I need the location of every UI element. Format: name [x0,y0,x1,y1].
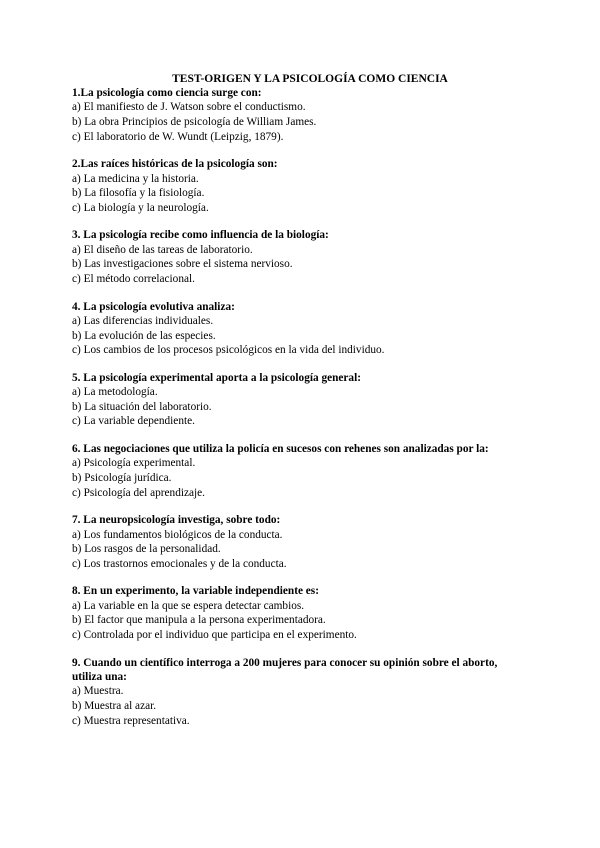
question-text: 9. Cuando un científico interroga a 200 mujeres para conocer su opinión sobre el aborto, utiliza una: [72,656,498,683]
option-a: a) El manifiesto de J. Watson sobre el conductismo. [72,101,306,114]
option-b: b) La obra Principios de psicología de William James. [72,116,317,128]
option-list [72,314,528,358]
option-a: a) La metodología. [72,386,158,399]
option-c: c) La variable dependiente. [72,415,195,428]
question [72,513,528,571]
option-b: b) Muestra al azar. [72,699,157,712]
question [72,656,528,729]
option-list [72,385,528,429]
question-text: 6. Las negociaciones que utiliza la policía en sucesos con rehenes son analizadas por la: [72,442,489,455]
option-b: b) La filosofía y la fisiología. [72,187,205,200]
option-list [72,599,528,643]
option-list [72,100,528,144]
document-page [72,72,528,741]
question [72,584,528,642]
question [72,371,528,429]
question-text: 1.La psicología como ciencia surge con: [72,87,262,99]
document-title: TEST-ORIGEN Y LA PSICOLOGÍA COMO CIENCIA [172,73,448,85]
option-a: a) Muestra. [72,685,124,698]
option-b: b) La evolución de las especies. [72,329,216,342]
question [72,300,528,358]
question-text: 4. La psicología evolutiva analiza: [72,300,235,313]
option-list [72,456,528,500]
option-c: c) Los cambios de los procesos psicológicos en la vida del individuo. [72,344,385,357]
option-b: b) El factor que manipula a la persona experimentadora. [72,614,326,627]
question [72,228,528,286]
question [72,86,528,144]
option-a: a) Las diferencias individuales. [72,314,214,327]
question-text: 3. La psicología recibe como influencia de la biología: [72,229,329,242]
question-text: 2.Las raíces históricas de la psicología son: [72,158,278,171]
option-a: a) La medicina y la historia. [72,172,199,185]
option-a: a) El diseño de las tareas de laboratorio. [72,243,253,256]
option-a: a) La variable en la que se espera detectar cambios. [72,599,305,612]
option-list [72,172,528,216]
option-c: c) Muestra representativa. [72,714,190,727]
option-b: b) Los rasgos de la personalidad. [72,543,221,556]
question-text: 7. La neuropsicología investiga, sobre todo: [72,514,281,527]
option-c: c) Psicología del aprendizaje. [72,486,205,499]
option-c: c) La biología y la neurología. [72,201,209,214]
option-list [72,684,528,728]
option-b: b) Psicología jurídica. [72,471,172,484]
option-c: c) El método correlacional. [72,272,195,285]
question-text: 5. La psicología experimental aporta a la psicología general: [72,371,361,384]
question [72,157,528,215]
option-list [72,243,528,287]
option-c: c) Controlada por el individuo que participa en el experimento. [72,628,357,641]
question [72,442,528,500]
option-c: c) Los trastornos emocionales y de la conducta. [72,557,287,570]
option-c: c) El laboratorio de W. Wundt (Leipzig, 1879). [72,130,284,143]
option-b: b) Las investigaciones sobre el sistema nervioso. [72,258,293,271]
option-a: a) Psicología experimental. [72,457,196,470]
option-b: b) La situación del laboratorio. [72,400,212,413]
option-a: a) Los fundamentos biológicos de la conducta. [72,528,283,541]
option-list [72,528,528,572]
question-text: 8. En un experimento, la variable independiente es: [72,585,319,598]
